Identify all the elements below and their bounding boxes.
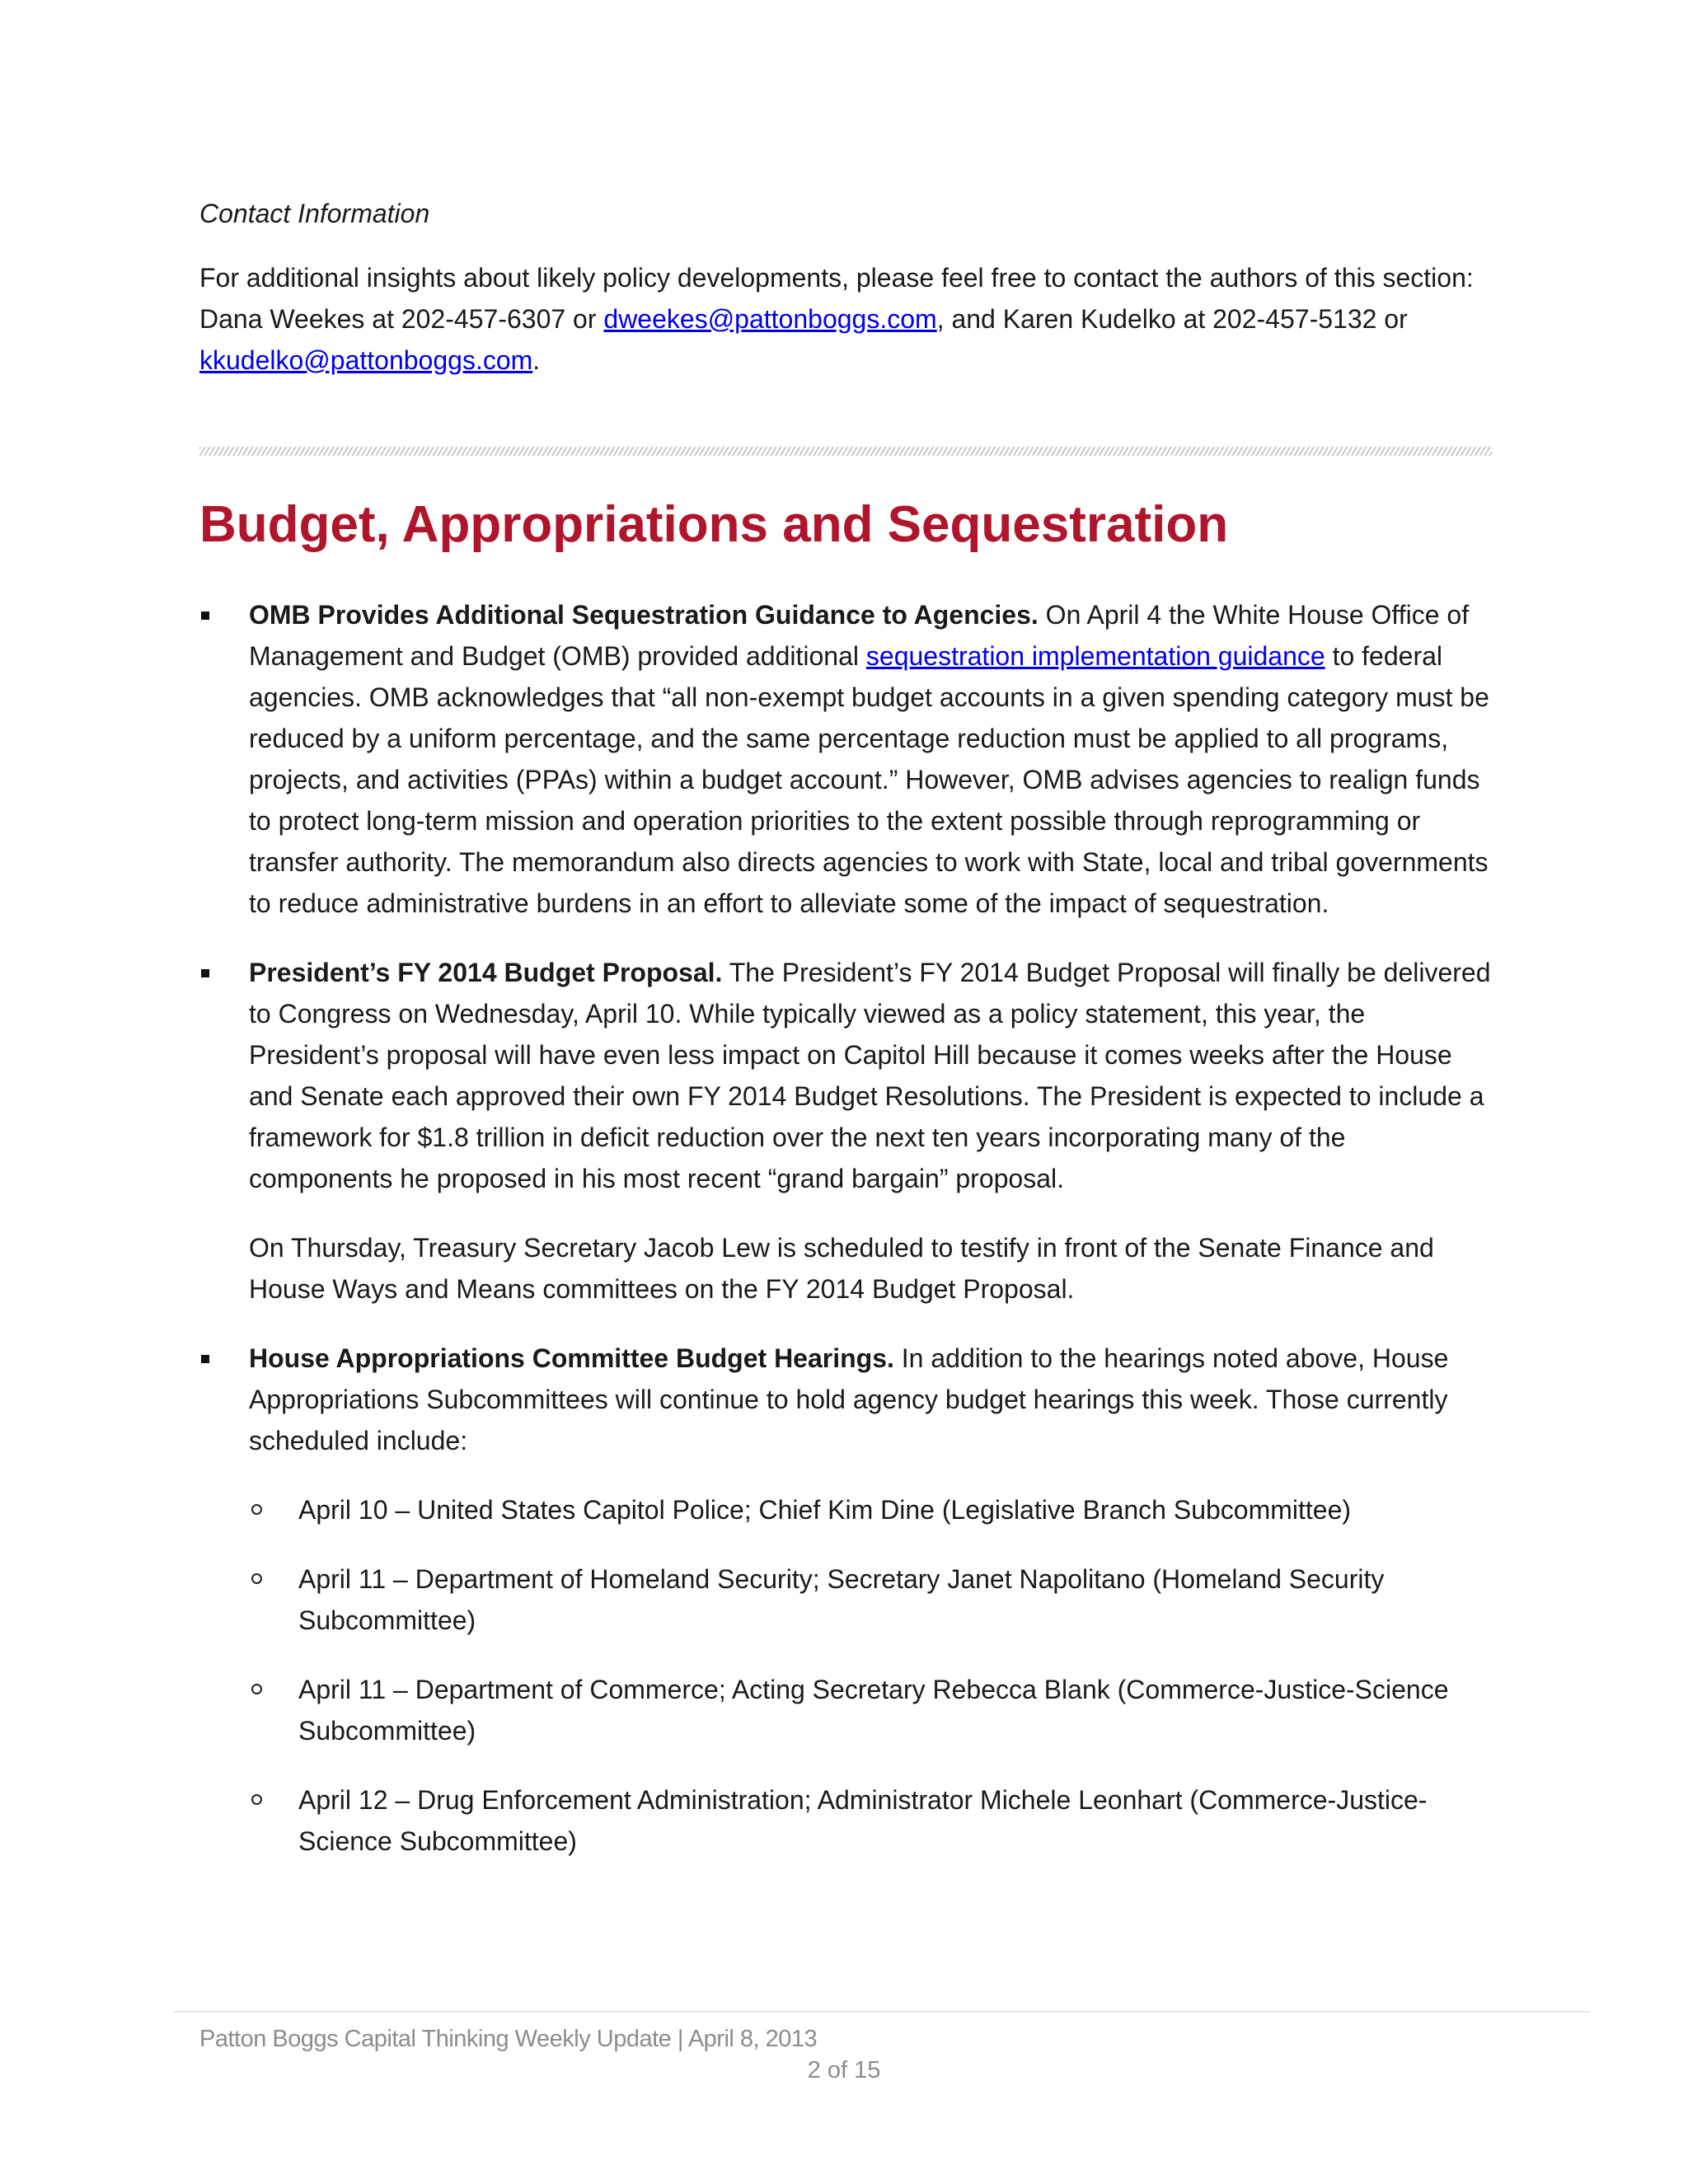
- hearing-item: [249, 1779, 1492, 1862]
- hearing-item: [249, 1558, 1492, 1641]
- footer-divider: [173, 2011, 1589, 2013]
- footer-text: Patton Boggs Capital Thinking Weekly Update | April 8, 2013: [199, 2026, 818, 2052]
- circle-bullet-icon: [251, 1573, 262, 1584]
- page-content: [199, 191, 1492, 1890]
- hearing-text: April 10 – United States Capitol Police; Chief Kim Dine (Legislative Branch Subcommittee): [298, 1495, 1352, 1525]
- bullet-followup-paragraph: On Thursday, Treasury Secretary Jacob Lew is scheduled to testify in front of the Senate Finance and House Ways and Means committees on the FY 2014 Budget Proposal.: [249, 1233, 1434, 1304]
- page-number: 2 of 15: [807, 2057, 881, 2083]
- bullet-title: House Appropriations Committee Budget Hearings.: [249, 1343, 894, 1373]
- bullet-presidents-budget: [199, 952, 1492, 1310]
- circle-bullet-icon: [251, 1684, 262, 1694]
- contact-paragraph: [199, 257, 1492, 381]
- bullet-text: On April 4 the White House Office of Management and Budget (OMB) provided additional: [249, 600, 1470, 671]
- email-link-dweekes[interactable]: dweekes@pattonboggs.com: [603, 304, 937, 334]
- bullet-appropriations-hearings: [199, 1338, 1492, 1862]
- square-bullet-icon: [201, 612, 209, 620]
- circle-bullet-icon: [251, 1504, 262, 1515]
- contact-text-end: .: [532, 345, 541, 375]
- bullet-text-continued: to federal agencies. OMB acknowledges that “all non-exempt budget accounts in a given spending category must be reduced by a uniform percentage, and the same percentage reduction must be applied to all programs, projects, and activities (PPAs) within a budget account.” However, OMB advises agencies to realign funds to protect long-term mission and operation priorities to the extent possible through reprogramming or transfer authority. The memorandum also directs agencies to work with State, local and tribal governments to reduce administrative burdens in an effort to alleviate some of the impact of sequestration.: [249, 641, 1489, 918]
- hearing-text: April 12 – Drug Enforcement Administration; Administrator Michele Leonhart (Commerce-Justice-Science Subcommittee): [298, 1785, 1428, 1856]
- hearing-text: April 11 – Department of Commerce; Acting Secretary Rebecca Blank (Commerce-Justice-Science Subcommittee): [298, 1675, 1449, 1746]
- hearings-list: [249, 1489, 1492, 1862]
- sequestration-guidance-link[interactable]: sequestration implementation guidance: [865, 641, 1325, 671]
- email-link-kkudelko[interactable]: kkudelko@pattonboggs.com: [199, 345, 533, 375]
- bullet-text: The President’s FY 2014 Budget Proposal will finally be delivered to Congress on Wednesday, April 10. While typically viewed as a policy statement, this year, the President’s proposal will have even less impact on Capitol Hill because it comes weeks after the House and Senate each approved their own FY 2014 Budget Resolutions. The President is expected to include a framework for $1.8 trillion in deficit reduction over the next ten years incorporating many of the components he proposed in his most recent “grand bargain” proposal.: [249, 958, 1491, 1193]
- bullet-title: OMB Provides Additional Sequestration Guidance to Agencies.: [249, 600, 1039, 630]
- hearing-item: [249, 1489, 1492, 1530]
- circle-bullet-icon: [251, 1794, 262, 1805]
- contact-text-middle: , and Karen Kudelko at 202-457-5132 or: [936, 304, 1408, 334]
- hearing-text: April 11 – Department of Homeland Security; Secretary Janet Napolitano (Homeland Security Subcommittee): [298, 1564, 1385, 1635]
- bullet-text: In addition to the hearings noted above, House Appropriations Subcommittees will continue to hold agency budget hearings this week. Those currently scheduled include:: [249, 1343, 1449, 1455]
- square-bullet-icon: [201, 1355, 209, 1363]
- contact-text-before: For additional insights about likely policy developments, please feel free to contact the authors of this section: Dana Weekes at 202-457-6307 or: [199, 263, 1474, 334]
- hatched-divider: [199, 447, 1492, 456]
- contact-heading: Contact Information: [199, 199, 430, 228]
- bullet-list: [199, 594, 1492, 1862]
- section-title: Budget, Appropriations and Sequestration: [199, 496, 1229, 553]
- square-bullet-icon: [201, 969, 209, 977]
- hearing-item: [249, 1669, 1492, 1751]
- bullet-omb-guidance: [199, 594, 1492, 924]
- bullet-title: President’s FY 2014 Budget Proposal.: [249, 958, 723, 987]
